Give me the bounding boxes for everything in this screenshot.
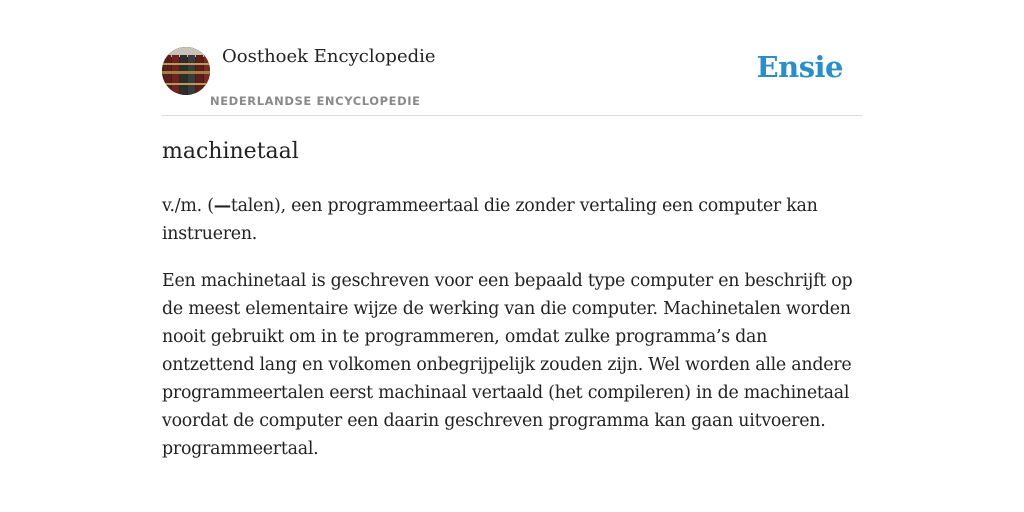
definition-text: talen), een programmeertaal die zonder vertaling een computer kan instrueren. xyxy=(162,196,818,244)
site-header xyxy=(162,0,862,116)
grammar-prefix: v./m. ( xyxy=(162,196,214,216)
plural-dash: — xyxy=(213,196,231,216)
site-title[interactable]: Oosthoek Encyclopedie xyxy=(222,46,436,67)
page xyxy=(162,0,862,459)
body-text: Een machinetaal is geschreven voor een bepaald type computer en beschrijft op de meest elementaire wijze de werking van die computer. Machinetalen worden nooit gebruikt om in te programmeren, omdat zulke programma’s dan ontzettend lang en volkomen onbegrijpelijk zouden zijn. Wel worden alle andere programmeertalen eerst machinaal vertaald (het compileren) in de machinetaal voordat de computer een daarin geschreven programma kan gaan uitvoeren. xyxy=(162,271,853,431)
entry-body xyxy=(162,267,862,463)
encyclopedia-books-icon[interactable] xyxy=(162,47,210,95)
entry-term: machinetaal xyxy=(162,139,299,164)
entry-definition xyxy=(162,192,862,248)
site-subtitle: NEDERLANDSE ENCYCLOPEDIE xyxy=(210,94,421,108)
see-also-link[interactable]: programmeertaal. xyxy=(162,439,319,459)
ensie-logo-link[interactable]: Ensie xyxy=(756,50,843,84)
